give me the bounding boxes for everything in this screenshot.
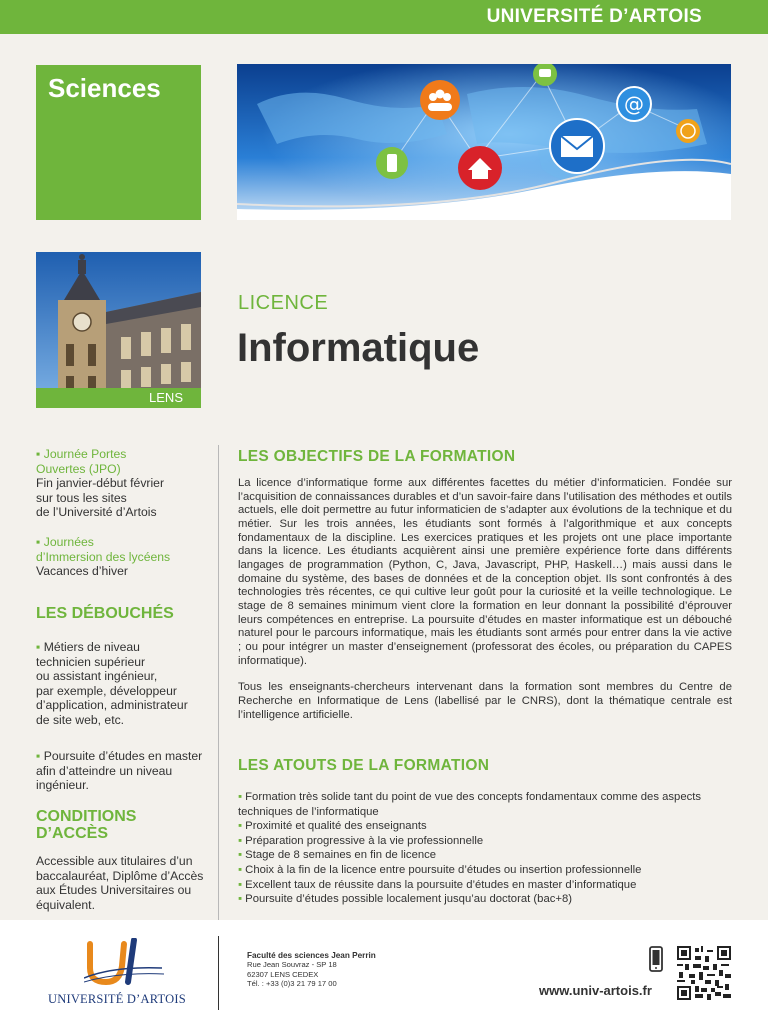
footer-address	[247, 951, 376, 989]
conditions-line-1: Accessible aux titulaires d’un	[36, 854, 193, 868]
jpo-title-2: Ouvertes (JPO)	[36, 461, 121, 476]
program-title: Informatique	[237, 326, 480, 370]
debouches-heading: LES DÉBOUCHÉS	[36, 605, 174, 622]
qr-code-icon[interactable]	[677, 946, 731, 1000]
list-item: ▪ Proximité et qualité des enseignants	[238, 820, 427, 833]
jpo-line-3: de l’Université d’Artois	[36, 505, 157, 519]
jpo-title-1: Journée Portes	[43, 447, 127, 461]
faculty-name: Faculté des sciences Jean Perrin	[247, 951, 376, 960]
objectifs-section	[238, 448, 732, 722]
globe-icon	[676, 119, 700, 143]
phone-icon	[376, 147, 408, 179]
debouches-1-line-3: ou assistant ingénieur,	[36, 669, 158, 683]
objectifs-paragraph-2: Tous les enseignants-chercheurs intervenant dans la formation sont membres du Centre de Recherche en Informatique de Lens (labellisé par le CNRS), dont la thématique centrale est l’intelligence artificielle.	[238, 681, 732, 721]
list-item: ▪ Excellent taux de réussite dans la poursuite d’études en master d’informatique	[238, 878, 637, 891]
svg-text:@: @	[624, 92, 644, 116]
immersion-line-1: Vacances d’hiver	[36, 564, 128, 578]
sciences-box	[36, 65, 201, 220]
debouches-1-line-4: par exemple, développeur	[36, 683, 177, 698]
debouches-2-line-2: afin d’atteindre un niveau	[36, 763, 173, 778]
objectifs-paragraph-1: La licence d’informatique forme aux différentes facettes du métier d’informaticien. Fondée sur l’acquisition de connaissances durables et d’un savoir-faire dans l’utilisation des méthodes et outils actuels, elle doit permettre au futur informaticien de s’adapter aux évolutions de la technique et du métier. Sur les trois années, les étudiants sont formés à l’algorithmique et aux concepts fondamentaux de la discipline. Les exercices pratiques et les projets ont une place importante dans la licence. Les étudiants acquièrent ainsi une première expérience forte dans différents langages de programmation (Python, C, Java, Javascript, PHP, Haskell…) mais aussi dans le domaine du système, des bases de données et de la conception objet. Ils sont confrontés à des technologies très récentes, ce qui cultive leur goût pour la curiosité et la veille technologique. Le stage de 8 semaines minimum vient clore la formation en leur donnant la possibilité d’éprouver leurs compétences en entreprise. La poursuite d’études en master informatique est un débouché naturel pour le parcours informatique, mais les étudiants sont armés pour entrer dans la vie active ; ou pour intégrer un master d’enseignement (professorat des écoles, ou préparation du CAPES informatique).	[238, 477, 732, 667]
jpo-line-1: Fin janvier-début février	[36, 476, 165, 490]
debouches-1-line-1: Métiers de niveau	[43, 640, 140, 654]
list-item: ▪ Préparation progressive à la vie professionnelle	[238, 834, 484, 847]
list-item: ▪ Poursuite d’études possible localement jusqu’au doctorat (bac+8)	[238, 893, 573, 906]
conditions-heading-2: D’ACCÈS	[36, 825, 109, 842]
smartphone-icon	[649, 946, 663, 972]
city: 62307 LENS CEDEX	[247, 969, 319, 979]
university-logo-icon	[84, 938, 164, 990]
at-sign-icon	[617, 87, 651, 121]
list-item: ▪ Choix à la fin de la licence entre poursuite d’études ou insertion professionnelle	[238, 863, 642, 876]
mail-icon	[550, 119, 604, 173]
footer	[0, 920, 768, 1024]
website-link[interactable]: www.univ-artois.fr	[539, 983, 652, 998]
program-kicker: LICENCE	[238, 292, 329, 314]
debouches-2-line-1: Poursuite d’études en master	[43, 749, 203, 763]
conditions-line-3: aux Études Universitaires ou	[36, 883, 192, 897]
debouches-item-1: ▪ Métiers de niveau technicien supérieur ou assistant ingénieur, par exemple, développeur d’application, administrateur de site web, etc.	[36, 640, 208, 727]
brand-name: UNIVERSITÉ D’ARTOIS	[486, 6, 702, 27]
debouches-1-line-6: de site web, etc.	[36, 712, 125, 727]
immersion-title-2: d’Immersion des lycéens	[36, 549, 171, 564]
list-item: ▪ Formation très solide tant du point de vue des concepts fondamentaux comme des aspects techniques de l’informatique	[238, 791, 702, 818]
top-bar	[0, 0, 768, 34]
lens-photo	[36, 252, 201, 408]
conditions-heading-1: CONDITIONS	[36, 808, 137, 825]
footer-logo-name: UNIVERSITÉ D’ARTOIS	[48, 992, 186, 1006]
list-item: ▪ Stage de 8 semaines en fin de licence	[238, 849, 437, 862]
street: Rue Jean Souvraz - SP 18	[247, 960, 337, 970]
sciences-label: Sciences	[48, 73, 161, 103]
debouches-item-2: ▪ Poursuite d’études en master afin d’atteindre un niveau ingénieur.	[36, 749, 208, 793]
immersion-block: ▪ Journées d’Immersion des lycéens Vacances d’hiver	[36, 535, 208, 579]
banner-image	[237, 64, 731, 220]
conditions-text	[36, 854, 208, 912]
atouts-section	[238, 757, 732, 907]
debouches-1-line-5: d’application, administrateur	[36, 698, 188, 712]
immersion-title-1: Journées	[43, 535, 94, 549]
people-icon	[420, 80, 460, 120]
debouches-1-line-2: technicien supérieur	[36, 654, 146, 669]
objectifs-heading: LES OBJECTIFS DE LA FORMATION	[238, 448, 516, 465]
atouts-heading: LES ATOUTS DE LA FORMATION	[238, 757, 490, 774]
lens-label: LENS	[36, 388, 201, 408]
home-icon	[458, 146, 502, 190]
jpo-block: ▪ Journée Portes Ouvertes (JPO) Fin janvier-début février sur tous les sites de l’Université d’Artois	[36, 447, 208, 520]
debouches-2-line-3: ingénieur.	[36, 778, 89, 792]
conditions-line-2: baccalauréat, Diplôme d’Accès	[36, 868, 204, 883]
phone-number: Tél. : +33 (0)3 21 79 17 00	[247, 979, 337, 989]
conditions-line-4: équivalent.	[36, 897, 95, 912]
footer-divider	[218, 936, 219, 1010]
conditions-heading	[36, 808, 208, 842]
jpo-line-2: sur tous les sites	[36, 490, 127, 505]
column-divider	[218, 445, 219, 920]
